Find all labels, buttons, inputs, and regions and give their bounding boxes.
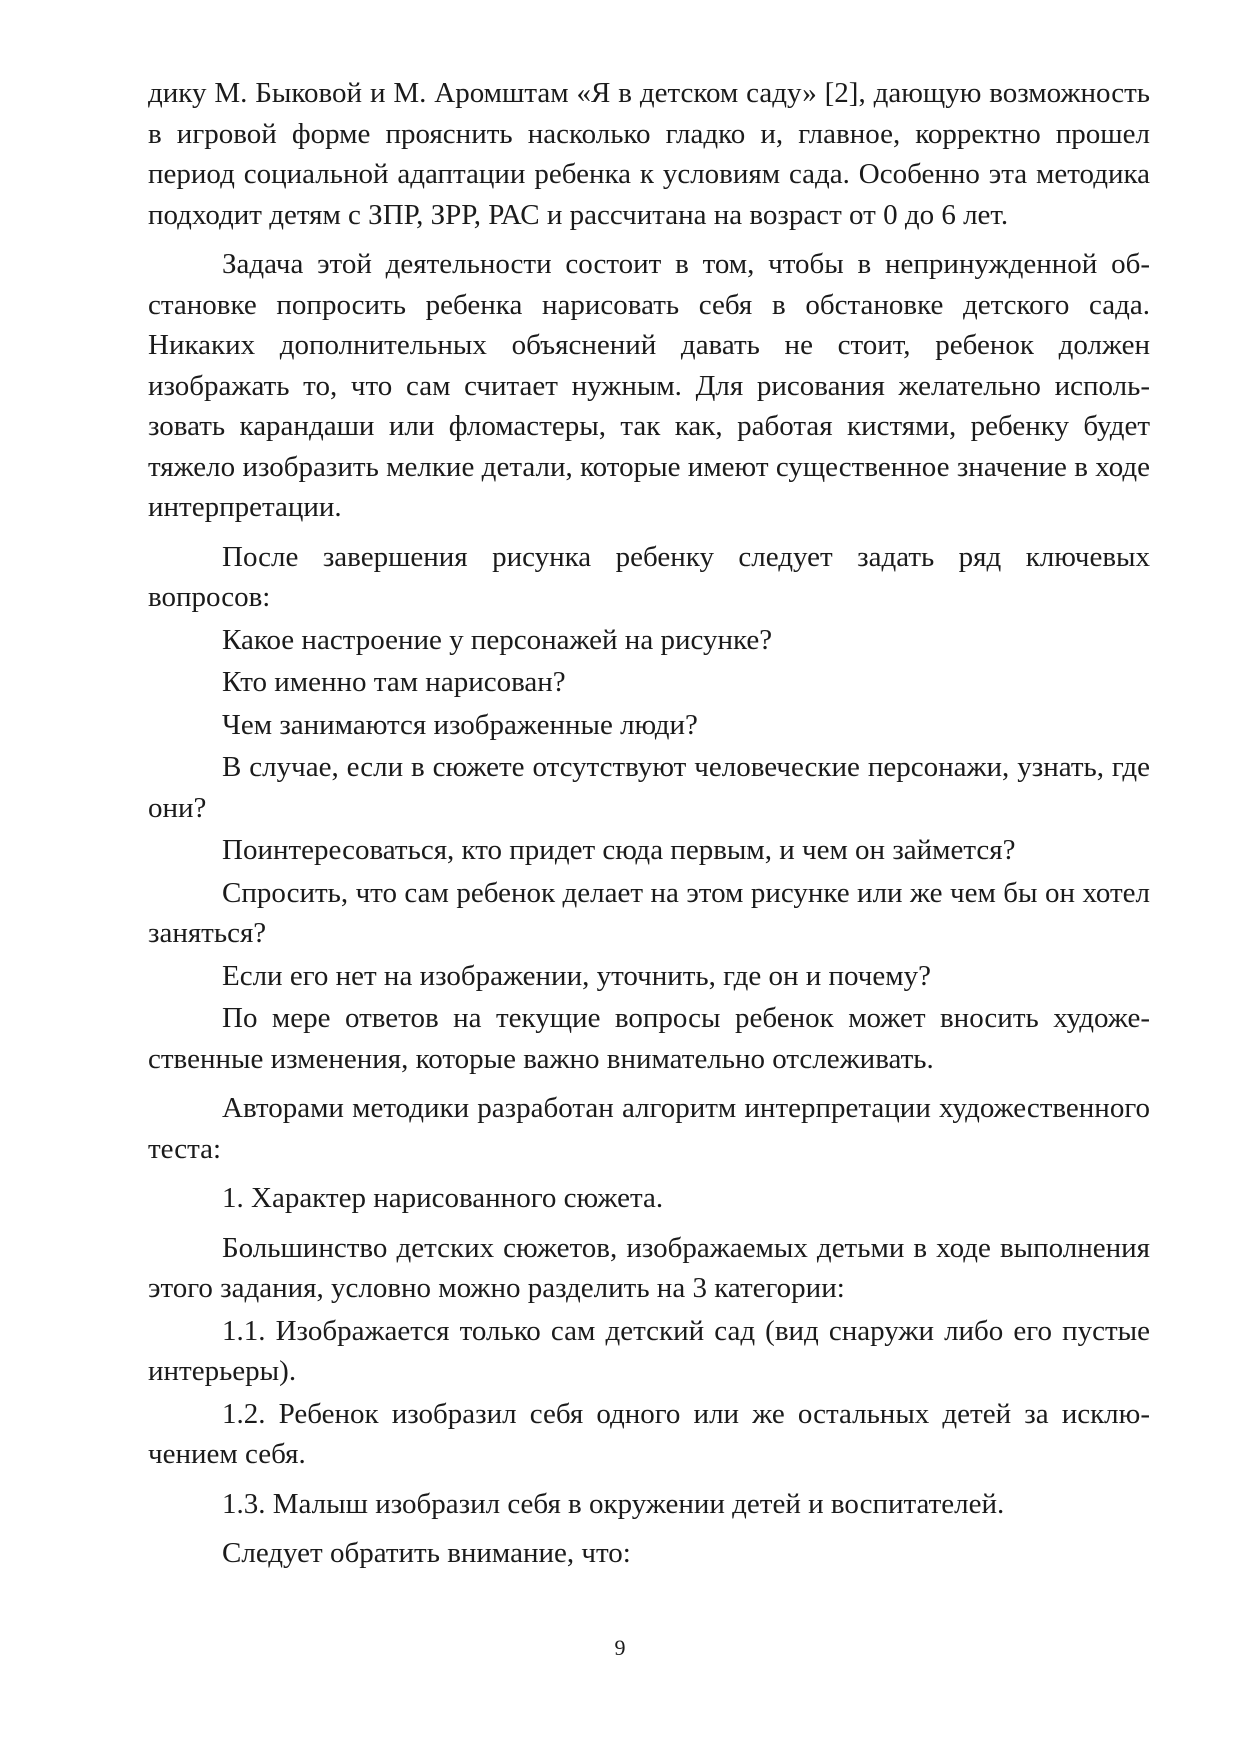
question-absent-people: В случае, если в сюжете отсутствуют человеческие персонажи, узнать, где они?: [148, 751, 1150, 824]
paragraph-algorithm: Авторами методики разработан алгоритм интерпретации художественного теста:: [148, 1092, 1150, 1165]
paragraph-categories: Большинство детских сюжетов, изображаемых детьми в ходе выполнения этого задания, условно можно разделить на 3 категории:: [148, 1231, 1150, 1304]
question-mood: Какое настроение у персонажей на рисунке?: [222, 623, 773, 656]
page-number: 9: [614, 1635, 626, 1660]
question-first-arrival: Поинтересоваться, кто придет сюда первым, и чем он займется?: [222, 834, 1016, 866]
paragraph-note: Следует обратить внимание, что:: [222, 1537, 631, 1569]
paragraph-questions-intro: После завершения рисунка ребенку следует задать ряд ключевых вопросов:: [148, 540, 1150, 613]
paragraph-changes: По мере ответов на текущие вопросы ребенок может вносить художественные изменения, которые важно внимательно отслеживать.: [148, 1002, 1150, 1075]
list-item-1: 1. Характер нарисованного сюжета.: [222, 1182, 664, 1214]
question-who: Кто именно там нарисован?: [222, 666, 566, 698]
list-item-1-1: 1.1. Изображается только сам детский сад (вид снаружи либо его пустые интерьеры).: [148, 1314, 1150, 1387]
paragraph-task: Задача этой деятельности состоит в том, чтобы в непринужденной обстановке попросить ребенка нарисовать себя в обстановке детского сада. Никаких дополнительных объяснений давать не стоит, ребенок должен изображать то, что сам считает нужным. Для рисования желательно использовать карандаши или фломастеры, так как, работая кистями, ребенку будет тяжело изобразить мелкие детали, которые имеют существенное значение в ходе интерпретации.: [148, 248, 1150, 523]
list-item-1-3: 1.3. Малыш изобразил себя в окружении детей и воспитателей.: [222, 1487, 1005, 1520]
question-child-absent: Если его нет на изображении, уточнить, где он и почему?: [222, 959, 931, 992]
page-body: [148, 73, 1150, 1574]
paragraph-continuation: дику М. Быковой и М. Аромштам «Я в детском саду» [2], дающую возможность в игровой форме прояснить насколько гладко и, главное, корректно прошел период социальной адаптации ребенка к условиям сада. Особенно эта методика подходит детям с ЗПР, ЗРР, РАС и рассчитана на возраст от 0 до 6 лет.: [148, 77, 1150, 231]
list-item-1-2: 1.2. Ребенок изобразил себя одного или же остальных детей за исключением себя.: [148, 1397, 1150, 1470]
question-activity: Чем занимаются изображенные люди?: [222, 708, 698, 741]
question-child-doing: Спросить, что сам ребенок делает на этом рисунке или же чем бы он хотел заняться?: [148, 876, 1150, 949]
